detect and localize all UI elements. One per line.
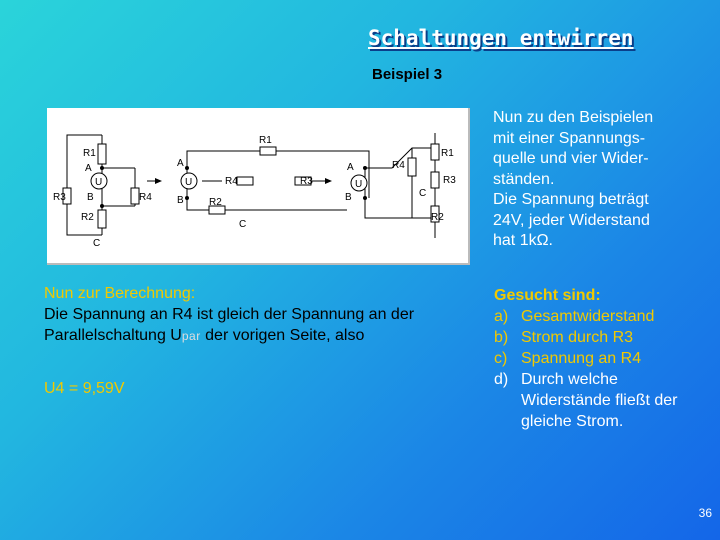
c2-r2-label: R2 xyxy=(209,197,222,208)
c3-a-label: A xyxy=(347,162,354,173)
calculation-block xyxy=(44,283,474,399)
intro-line-6: 24V, jeder Widerstand xyxy=(493,211,650,229)
calculation-subscript: par xyxy=(181,329,201,343)
sought-item-a xyxy=(494,306,709,327)
c3-r2-label: R2 xyxy=(431,212,444,223)
sought-item-c xyxy=(494,348,709,369)
slide-subtitle: Beispiel 3 xyxy=(372,66,443,83)
c2-b-label: B xyxy=(177,195,184,206)
c3-r4-label: R4 xyxy=(392,160,405,171)
sought-text-b: Strom durch R3 xyxy=(521,329,634,346)
c3-b-label: B xyxy=(345,192,352,203)
c2-r1-label: R1 xyxy=(259,135,272,146)
c3-c-label: C xyxy=(419,188,427,199)
intro-line-2: mit einer Spannungs- xyxy=(493,129,646,147)
c1-c-label: C xyxy=(93,238,101,249)
c3-r3-label: R3 xyxy=(443,175,456,186)
c1-a-label: A xyxy=(85,163,92,174)
intro-line-5: Die Spannung beträgt xyxy=(493,191,649,208)
sought-text-d: Durch welche Widerstände fließt der gleiche Strom. xyxy=(521,371,678,430)
calculation-text xyxy=(44,304,474,347)
c1-r2-label: R2 xyxy=(81,212,94,223)
sought-text-a: Gesamtwiderstand xyxy=(521,308,655,325)
c2-c-label: C xyxy=(239,219,247,230)
sought-heading: Gesucht sind: xyxy=(494,287,601,304)
sought-list xyxy=(494,306,709,432)
calculation-text-before: Die Spannung an R4 ist gleich der Spannung an der Parallelschaltung U xyxy=(44,306,415,344)
circuit-svg xyxy=(47,108,468,263)
c2-a-label: A xyxy=(177,158,184,169)
calculation-text-after: der vorigen Seite, also xyxy=(200,327,365,344)
calculation-heading: Nun zur Berechnung: xyxy=(44,285,196,302)
sought-marker-b: b) xyxy=(494,329,509,346)
c1-b-label: B xyxy=(87,192,94,203)
sought-item-b xyxy=(494,327,709,348)
c1-r4-label: R4 xyxy=(139,192,152,203)
c2-u-label: U xyxy=(185,177,193,188)
slide-title: Schaltungen entwirren xyxy=(368,26,634,50)
c1-u-label: U xyxy=(95,177,103,188)
sought-block xyxy=(494,285,709,432)
c1-r1-label: R1 xyxy=(83,148,96,159)
page-number: 36 xyxy=(698,506,712,520)
intro-line-3: quelle und vier Wider- xyxy=(493,150,649,167)
c2-r3-label: R3 xyxy=(300,176,313,187)
intro-text xyxy=(493,108,713,252)
intro-line-1: Nun zu den Beispielen xyxy=(493,109,654,126)
sought-marker-c: c) xyxy=(494,350,508,367)
c3-r1-label: R1 xyxy=(441,148,454,159)
c3-u-label: U xyxy=(355,179,363,190)
circuit-diagram xyxy=(47,108,470,265)
c1-r3-label: R3 xyxy=(53,192,66,203)
intro-line-7: hat 1kΩ. xyxy=(493,232,553,249)
sought-marker-d: d) xyxy=(494,371,509,388)
sought-item-d xyxy=(494,369,709,432)
sought-marker-a: a) xyxy=(494,308,509,325)
intro-line-4: ständen. xyxy=(493,170,555,188)
c2-r4-label: R4 xyxy=(225,176,238,187)
sought-text-c: Spannung an R4 xyxy=(521,350,642,367)
calculation-result: U4 = 9,59V xyxy=(44,380,125,397)
